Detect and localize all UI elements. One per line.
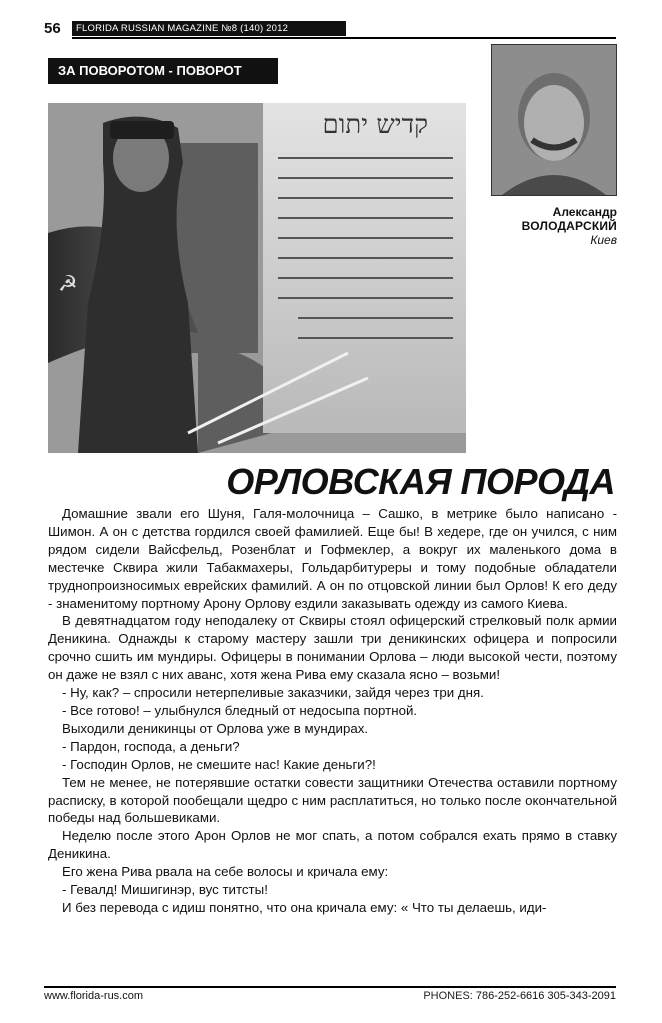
paragraph: - Гевалд! Мишигинэр, вус титсты! [62,882,268,898]
paragraph: - Пардон, господа, а деньги? [62,738,240,754]
article-body [48,505,617,917]
phone-number-2: 305-343-2091 [547,990,616,1002]
page-number: 56 [44,20,61,37]
author-photo [491,44,617,196]
paragraph: И без перевода с идиш понятно, что она кричала ему: « Что ты делаешь, иди- [62,899,547,915]
page-header [44,20,616,38]
paragraph: - Все готово! – улыбнулся бледный от недосыпа портной. [62,702,418,718]
author-city: Киев [590,233,617,247]
footer-website-link[interactable]: www.florida-rus.com [44,990,144,1002]
magazine-bar [72,21,616,39]
phones-label: PHONES: [423,990,473,1002]
section-label: ЗА ПОВОРОТОМ - ПОВОРОТ [48,58,278,84]
author-last-name: ВОЛОДАРСКИЙ [521,219,617,233]
kaddish-scroll [263,103,466,433]
paragraph: - Господин Орлов, не смешите нас! Какие деньги?! [62,756,376,772]
paragraph: Домашние звали его Шуня, Галя-молочница – Сашко, в метрике было написано - Шимон. А он с детства гордился своей фамилией. Еще бы! В хедере, где он учился, с ним рядом сидели Вайсфельд, Розенблат и Гофмеклер, а вокруг их маленького дома в местечке Сквира жили Табакмахеры, Гольдарбитуреры и тому подобные обладатели труднопроизносимых еврейских фамилий. А он по отцовской линии был Орлов! К его деду - знаменитому портному Арону Орлову ездили заказывать одежду из самого Киева. [48,506,617,611]
author-credit [460,205,617,247]
paragraph: - Ну, как? – спросили нетерпеливые заказчики, зайдя через три дня. [62,685,484,701]
magazine-title: FLORIDA RUSSIAN MAGAZINE №8 (140) 2012 [72,21,346,36]
author-first-name: Александр [552,205,617,219]
paragraph: В девятнадцатом году неподалеку от Сквиры стоял офицерский стрелковый полк армии Деникина. Однажды к старому мастеру зашли три деникинских офицера и попросили срочно сшить им мундиры. Офицеры в понимании Орлова – люди высокой чести, поэтому он даже не взял с них аванс, хотя жена Рива ему сказала ясно – возьми! [48,613,617,683]
article-collage-image [48,103,466,453]
paragraph: Тем не менее, не потерявшие остатки совести защитники Отечества оставили портному расписку, в которой пообещали щедро с ним расплатиться, но только после окончательной победы над большевиками. [48,774,617,826]
hammer-sickle-icon: ☭ [58,272,78,297]
collage-illustration [48,103,466,453]
paragraph: Его жена Рива рвала на себе волосы и кричала ему: [62,864,389,880]
paragraph: Выходили деникинцы от Орлова уже в мундирах. [62,720,369,736]
author-portrait [492,45,616,195]
footer-phones [423,990,616,1002]
article-title: ОРЛОВСКАЯ ПОРОДА [226,461,615,502]
hebrew-title: קדיש יתום [322,110,428,140]
phone-number-1: 786-252-6616 [475,990,545,1002]
page-footer [44,986,616,1008]
paragraph: Неделю после этого Арон Орлов не мог спать, а потом собрался ехать прямо в ставку Деникина. [48,828,617,862]
